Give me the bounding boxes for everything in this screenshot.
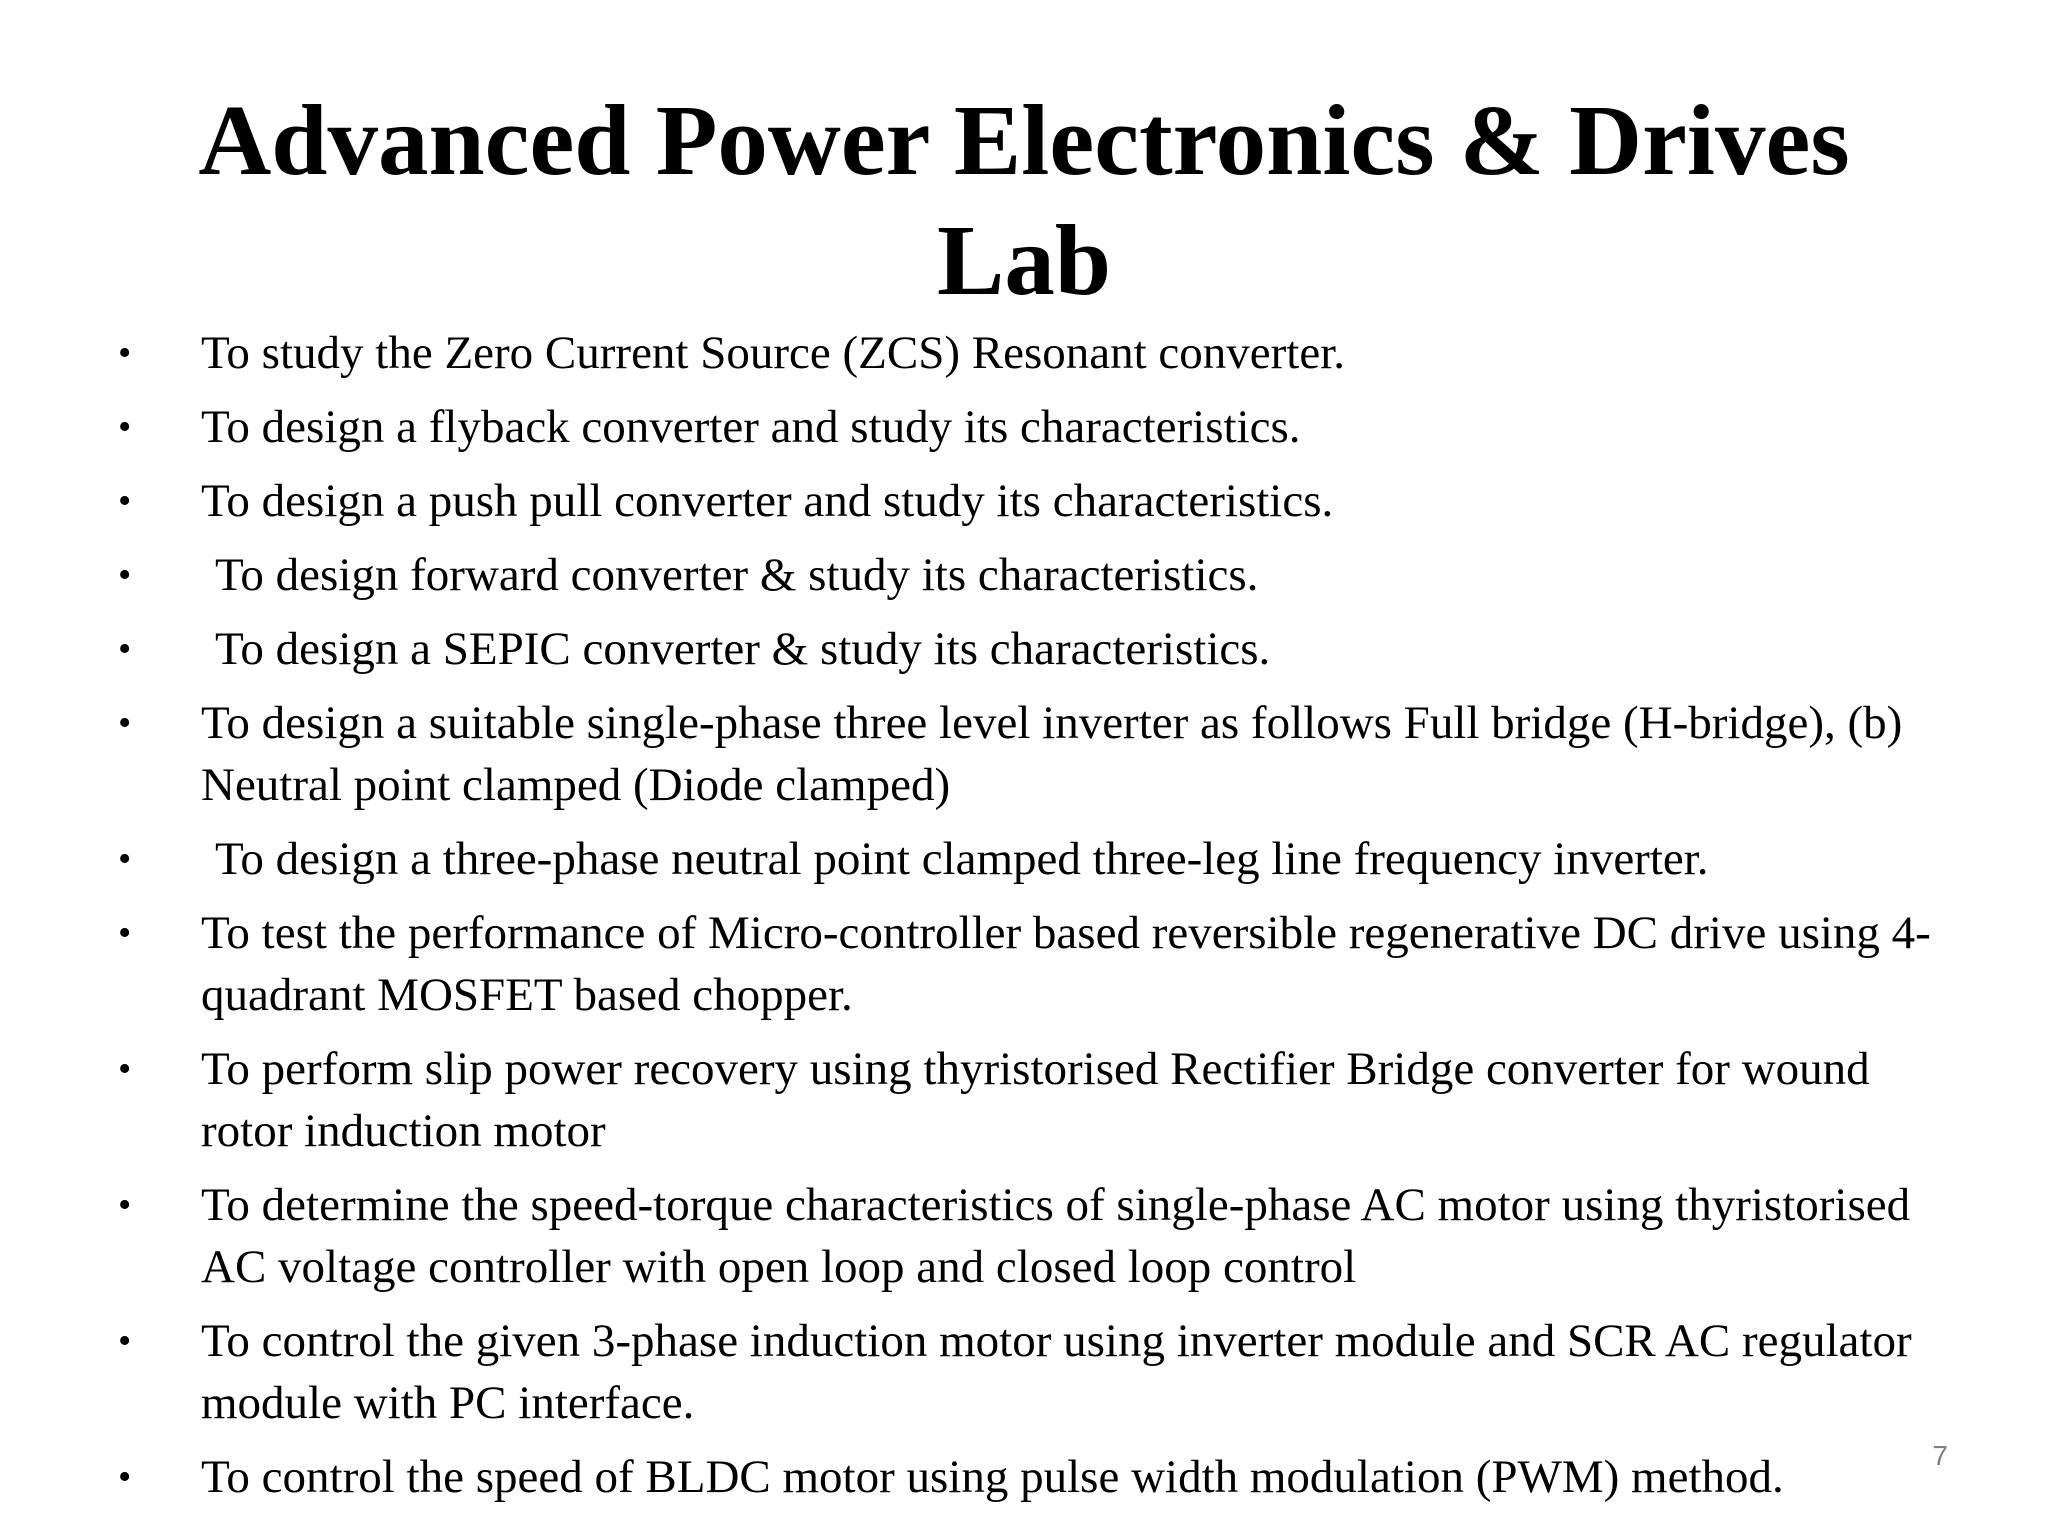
bullet-icon: • — [118, 838, 132, 880]
bullet-icon: • — [118, 1048, 132, 1090]
list-item-text: To design forward converter & study its characteristics. — [215, 549, 1259, 601]
list-item — [118, 322, 1938, 384]
bullet-icon: • — [118, 1456, 132, 1498]
list-item-text: To design a suitable single-phase three level inverter as follows Full bridge (H-bridge), (b) Neutral point clamped (Diode clamped) — [201, 697, 1903, 811]
bullet-icon: • — [118, 480, 132, 522]
list-item — [118, 1310, 1938, 1434]
experiment-list — [118, 322, 1938, 1520]
list-item — [118, 1174, 1938, 1298]
bullet-icon: • — [118, 702, 132, 744]
list-item-text: To design a SEPIC converter & study its characteristics. — [215, 623, 1271, 675]
bullet-icon: • — [118, 1184, 132, 1226]
slide-title-line-1: Advanced Power Electronics & Drives — [198, 84, 1850, 196]
bullet-icon: • — [118, 1320, 132, 1362]
bullet-icon: • — [118, 912, 132, 954]
list-item — [118, 902, 1938, 1026]
list-item — [118, 828, 1938, 890]
list-item-text: To control the speed of BLDC motor using pulse width modulation (PWM) method. — [201, 1451, 1784, 1503]
list-item — [118, 544, 1938, 606]
page-number: 7 — [1932, 1440, 1948, 1471]
list-item — [118, 470, 1938, 532]
list-item — [118, 396, 1938, 458]
bullet-icon: • — [118, 332, 132, 374]
slide-title — [100, 80, 1948, 320]
list-item — [118, 692, 1938, 816]
list-item-text: To determine the speed-torque characteristics of single-phase AC motor using thyristorised AC voltage controller with open loop and closed loop control — [201, 1179, 1911, 1293]
slide-title-line-2: Lab — [936, 204, 1112, 316]
list-item — [118, 618, 1938, 680]
list-item-text: To design a three-phase neutral point clamped three-leg line frequency inverter. — [215, 833, 1709, 885]
list-item — [118, 1446, 1938, 1508]
list-item-text: To design a flyback converter and study its characteristics. — [201, 401, 1301, 453]
list-item-text: To study the Zero Current Source (ZCS) Resonant converter. — [201, 327, 1346, 379]
list-item-text: To perform slip power recovery using thyristorised Rectifier Bridge converter for wound rotor induction motor — [201, 1043, 1870, 1157]
list-item-text: To control the given 3-phase induction motor using inverter module and SCR AC regulator module with PC interface. — [201, 1315, 1912, 1429]
list-item — [118, 1038, 1938, 1162]
bullet-icon: • — [118, 554, 132, 596]
list-item-text: To test the performance of Micro-controller based reversible regenerative DC drive using 4-quadrant MOSFET based chopper. — [201, 907, 1931, 1021]
bullet-icon: • — [118, 628, 132, 670]
list-item-text: To design a push pull converter and study its characteristics. — [201, 475, 1334, 527]
bullet-icon: • — [118, 406, 132, 448]
